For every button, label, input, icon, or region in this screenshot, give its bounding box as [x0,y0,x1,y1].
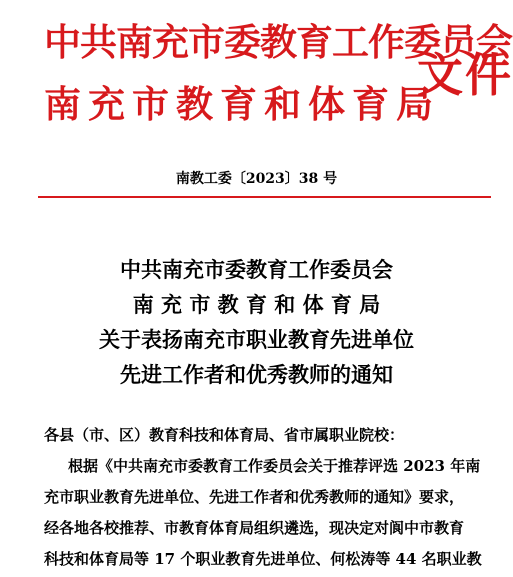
body-line-2: 充市职业教育先进单位、先进工作者和优秀教师的通知》要求， [44,488,465,506]
title-line-4: 先进工作者和优秀教师的通知 [120,363,393,387]
document-header [0,0,513,190]
title-line-1: 中共南充市委教育工作委员会 [120,258,393,282]
issuing-org-2: 南充市教育和体育局 [44,83,440,126]
body-line-1: 根据《中共南充市委教育工作委员会关于推荐评选 2023 年南 [68,457,481,475]
document-type: 文件 [417,48,513,102]
salutation: 各县（市、区）教育科技和体育局、省市属职业院校： [44,426,405,444]
body-line-3: 经各地各校推荐、市教育体育局组织遴选，现决定对阆中市教育 [44,519,465,537]
body-line-4: 科技和体育局等 17 个职业教育先进单位、何松涛等 44 名职业教 [44,550,482,568]
title-line-2: 南 充 市 教 育 和 体 育 局 [132,293,381,317]
title-line-3: 关于表扬南充市职业教育先进单位 [99,328,414,352]
red-divider [38,196,491,198]
document-title [0,253,513,393]
document-body [44,420,492,575]
issuing-org-1: 中共南充市委教育工作委员会 [44,21,512,64]
document-number: 南教工委〔2023〕38 号 [175,171,338,187]
